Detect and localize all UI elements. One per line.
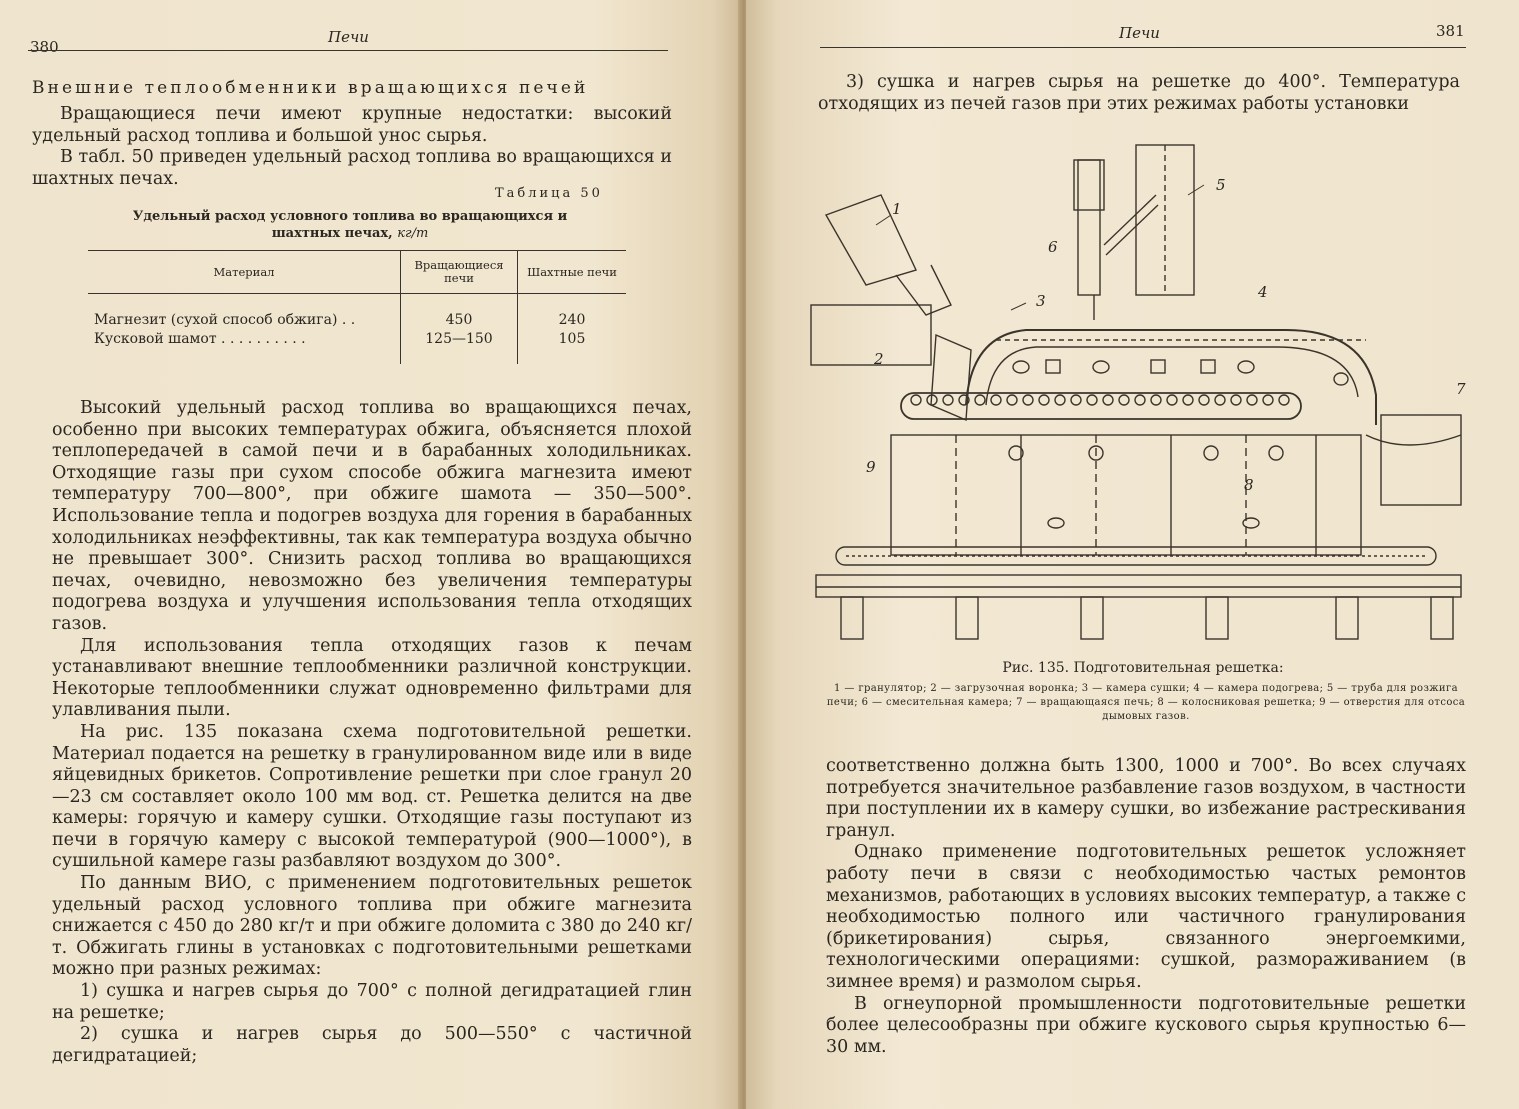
table-cell: 125—150	[401, 331, 518, 364]
table-row	[88, 331, 626, 364]
body-text	[52, 398, 692, 1067]
paragraph: В огнеупорной промышленности подготовительные решетки более целесообразны при обжиге кускового сырья крупностью 6—30 мм.	[826, 993, 1466, 1057]
table-cell: 240	[518, 294, 627, 332]
paragraph: Однако применение подготовительных решеток усложняет работу печи в связи с необходимостью частых ремонтов механизмов, работающих в условиях высоких температур, а также с необходимостью полного или частичного гранулирования (брикетирования) сырья, связанного энергоемкими, технологическими операциями: сушкой, размораживанием (в зимнее время) и размолом сырья.	[826, 842, 1466, 992]
chamber-windows	[1013, 360, 1348, 385]
paragraph: соответственно должна быть 1300, 1000 и 700°. Во всех случаях потребуется значительное разбавление газов воздухом, в частности при поступлении их в камеру сушки, во избежание растрескивания гранул.	[826, 756, 1466, 841]
header-rule	[28, 50, 668, 51]
paragraph: По данным ВИО, с применением подготовительных решеток удельный расход условного топлива при обжиге магнезита снижается с 450 до 280 кг/т и при обжиге доломита с 380 до 240 кг/т. Обжигать глины в установках с подготовительными решетками можно при разных режимах:	[52, 873, 692, 980]
table-cell: 450	[401, 294, 518, 332]
foundation-pillars	[841, 597, 1453, 639]
top-text	[818, 72, 1460, 115]
table-title-unit: кг/т	[397, 226, 429, 241]
fuel-consumption-table	[88, 250, 626, 364]
list-item: 2) сушка и нагрев сырья до 500—550° с частичной дегидратацией;	[52, 1024, 692, 1066]
figure-callout-8: 8	[1244, 476, 1254, 494]
body-text	[826, 756, 1466, 1058]
section-heading: Внешние теплообменники вращающихся печей	[32, 78, 589, 98]
figure-callout-1: 1	[892, 200, 902, 218]
paragraph: Высокий удельный расход топлива во вращающихся печах, особенно при высоких температурах обжига, объясняется плохой теплопередачей в самой печи и в барабанных холодильниках. Отходящие газы при сухом способе обжига магнезита имеют температуру 700—800°, при обжиге шамота — 350—500°. Использование тепла и подогрев воздуха для горения в барабанных холодильниках неэффективны, так как температура воздуха обычно не превышает 300°. Снизить расход топлива во вращающихся печах, очевидно, невозможно без увеличения температуры подогрева воздуха и улучшения использования тепла отходящих газов.	[52, 398, 692, 634]
table-cell: 105	[518, 331, 627, 364]
table-header-row	[88, 251, 626, 294]
table-row	[88, 294, 626, 332]
column-header: Шахтные печи	[518, 251, 627, 294]
figure-callout-2: 2	[874, 350, 884, 368]
figure-callout-9: 9	[866, 458, 876, 476]
running-head: Печи	[328, 28, 369, 46]
figure-callout-7: 7	[1456, 380, 1466, 398]
paragraph: В табл. 50 приведен удельный расход топлива во вращающихся и шахтных печах.	[32, 147, 672, 189]
intro-text	[32, 104, 672, 190]
list-item: 3) сушка и нагрев сырья на решетке до 400°. Температура отходящих из печей газов при этих режимах работы установки	[818, 72, 1460, 114]
header-rule	[820, 47, 1466, 48]
paragraph: Вращающиеся печи имеют крупные недостатки: высокий удельный расход топлива и большой унос сырья.	[32, 104, 672, 146]
paragraph: На рис. 135 показана схема подготовительной решетки. Материал подается на решетку в гранулированном виде или в виде яйцевидных брикетов. Сопротивление решетки при слое гранул 20—23 см составляет около 100 мм вод. ст. Решетка делится на две камеры: горячую и камеру сушки. Отходящие газы поступают из печи в горячую камеру с высокой температурой (900—1000°), в сушильной камере газы разбавляют воздухом до 300°.	[52, 721, 692, 872]
figure-callout-3: 3	[1036, 292, 1046, 310]
page-number: 380	[30, 38, 59, 56]
figure-callout-5: 5	[1216, 176, 1226, 194]
column-header: Материал	[88, 251, 401, 294]
list-item: 1) сушка и нагрев сырья до 700° с полной дегидратацией глин на решетке;	[52, 981, 692, 1023]
running-head: Печи	[1119, 24, 1160, 42]
figure-legend: 1 — гранулятор; 2 — загрузочная воронка; 3 — камера сушки; 4 — камера подогрева; 5 — труба для розжига печи; 6 — смесительная камера; 7 — вращающаяся печь; 8 — колосниковая решетка; 9 — отверстия для отсоса дымовых газов.	[826, 683, 1466, 722]
grate-schematic-figure	[806, 135, 1476, 645]
left-page	[0, 0, 742, 1109]
paragraph: Для использования тепла отходящих газов к печам устанавливают внешние теплообменники различной конструкции. Некоторые теплообменники служат одновременно фильтрами для улавливания пыли.	[52, 635, 692, 721]
table-title-text: Удельный расход условного топлива во вращающихся и шахтных печах,	[132, 209, 568, 241]
page-number: 381	[1436, 22, 1465, 40]
column-header: Вращающиеся печи	[401, 251, 518, 294]
table-cell: Кусковой шамот . . . . . . . . . .	[94, 331, 306, 347]
figure-callout-6: 6	[1048, 238, 1058, 256]
figure-caption: Рис. 135. Подготовительная решетка:	[1002, 660, 1284, 676]
table-cell: Магнезит (сухой способ обжига) . .	[94, 312, 356, 328]
table-label: Таблица 50	[495, 186, 603, 201]
right-page	[746, 0, 1519, 1109]
figure-callout-4: 4	[1258, 283, 1268, 301]
table-title	[110, 208, 590, 242]
